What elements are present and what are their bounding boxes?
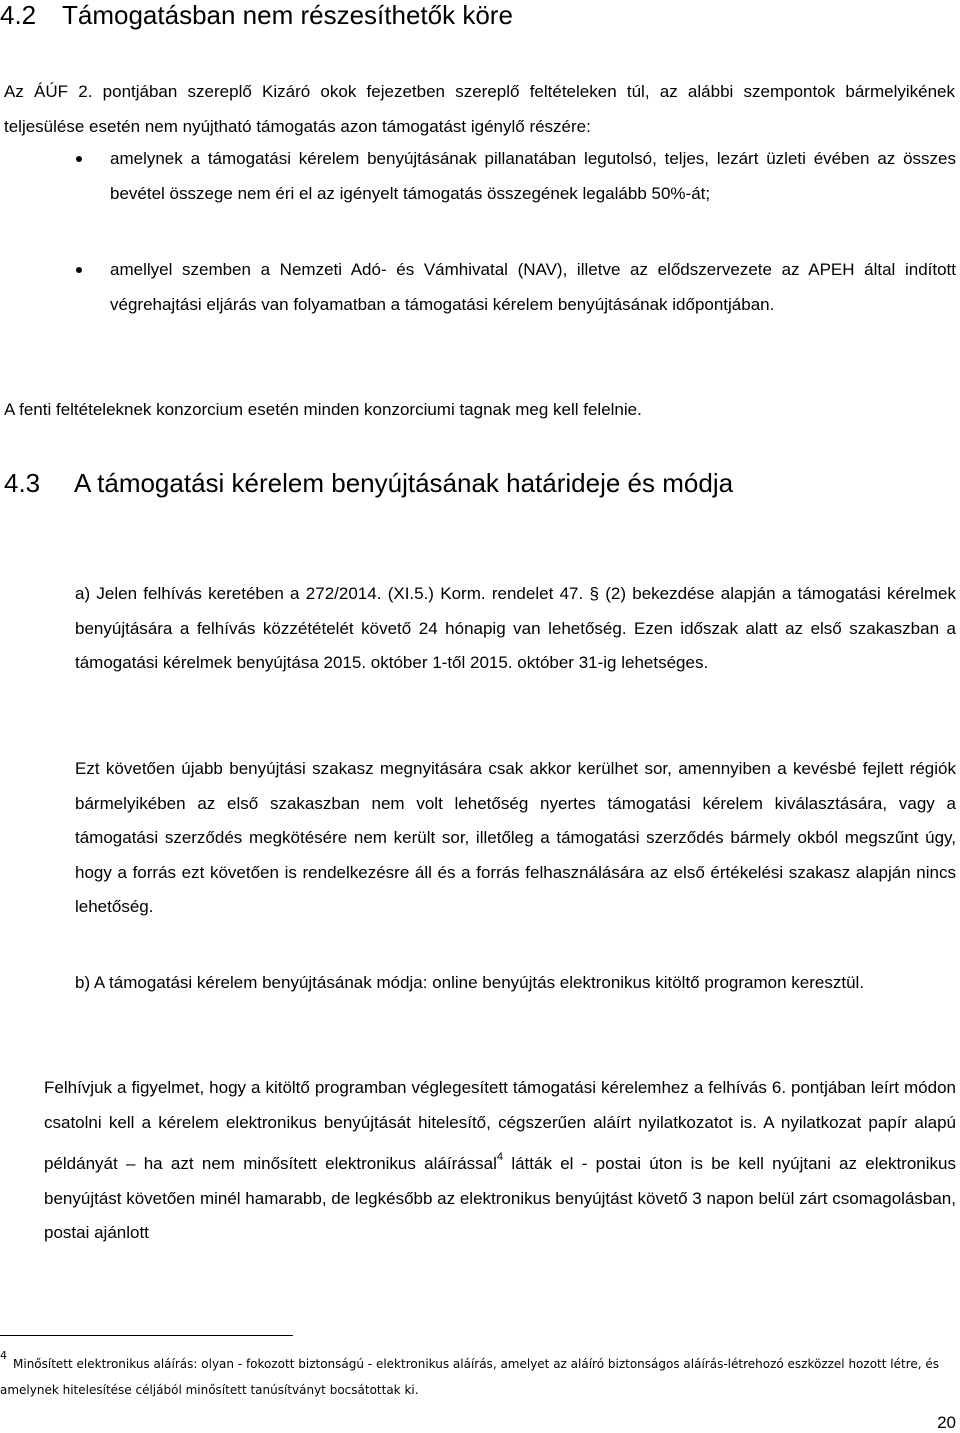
footnote-reference: 4 xyxy=(496,1151,504,1163)
section-4-3-number: 4.3 xyxy=(4,468,41,498)
deadline-item-a: a) Jelen felhívás keretében a 272/2014. (XI.5.) Korm. rendelet 47. § (2) bekezdése alapján a támogatási kérelmek benyújtására a felhívás közzétételét követő 24 hónapig van lehetőség. Ezen időszak alatt az első szakaszban a támogatási kérelmek benyújtása 2015. október 1-től 2015. október 31-ig lehetséges. xyxy=(75,584,956,672)
footnote-separator xyxy=(0,1335,293,1336)
footnote-number: 4 xyxy=(0,1349,7,1362)
bullet-icon xyxy=(76,267,82,273)
page-number: 20 xyxy=(937,1413,956,1432)
list-item-text: amelynek a támogatási kérelem benyújtásának pillanatában legutolsó, teljes, lezárt üzleti évében az összes bevétel összege nem éri el az igényelt támogatás összegének legalább 50%-át; xyxy=(110,149,956,203)
section-4-2-intro: Az ÁÚF 2. pontjában szereplő Kizáró okok fejezetben szereplő feltételeken túl, az alábbi szempontok bármelyikének teljesülése esetén nem nyújtható támogatás azon támogatást igénylő részére: xyxy=(4,82,955,136)
consortium-note: A fenti feltételeknek konzorcium esetén minden konzorciumi tagnak meg kell felelnie. xyxy=(4,400,642,419)
bullet-icon xyxy=(76,156,82,162)
footnote-text: Minősített elektronikus aláírás: olyan - fokozott biztonságú - elektronikus aláírás, amelyet az aláíró biztonságos aláírás-létrehozó eszközzel hozott létre, és amelynek hitelesítése céljából minősített tanúsítványt bocsátottak ki. xyxy=(0,1357,940,1397)
list-item xyxy=(110,253,956,322)
list-item xyxy=(110,142,956,211)
submission-item-b: b) A támogatási kérelem benyújtásának módja: online benyújtás elektronikus kitöltő programon keresztül. xyxy=(75,973,865,992)
section-4-2-heading xyxy=(0,0,513,30)
section-4-3-title: A támogatási kérelem benyújtásának határideje és módja xyxy=(74,468,734,498)
deadline-item-a-followup: Ezt követően újabb benyújtási szakasz megnyitására csak akkor kerülhet sor, amennyiben a kevésbé fejlett régiók bármelyikében az első szakaszban nem volt lehetőség nyertes támogatási kérelem kiválasztására, vagy a támogatási szerződés megkötésére nem került sor, illetőleg a támogatási szerződés bármely okból megszűnt úgy, hogy a forrás ezt követően is rendelkezésre áll és a forrás felhasználására az első értékelési szakasz alapján nincs lehetőség. xyxy=(75,759,956,916)
attention-text-part1: Felhívjuk a figyelmet, hogy a kitöltő programban véglegesített támogatási kérelemhez a felhívás 6. pontjában leírt módon csatolni kell a kérelem elektronikus benyújtását hitelesítő, cégszerűen aláírt nyilatkozatot is. A nyilatkozat papír alapú példányát – ha azt nem minősített elektronikus aláírással xyxy=(44,1078,956,1173)
section-4-2-number: 4.2 xyxy=(0,0,37,30)
section-4-3-heading xyxy=(4,468,733,498)
footnote xyxy=(0,1343,950,1403)
attention-text-part2: látták el - postai úton is be kell nyújtani az elektronikus benyújtást követően minél hamarabb, de legkésőbb az elektronikus benyújtást követő 3 napon belül zárt csomagolásban, postai ajánlott xyxy=(44,1154,956,1242)
section-4-2-title: Támogatásban nem részesíthetők köre xyxy=(62,0,513,30)
list-item-text: amellyel szemben a Nemzeti Adó- és Vámhivatal (NAV), illetve az elődszervezete az APEH által indított végrehajtási eljárás van folyamatban a támogatási kérelem benyújtásának időpontjában. xyxy=(110,260,956,314)
attention-paragraph xyxy=(44,1071,956,1251)
